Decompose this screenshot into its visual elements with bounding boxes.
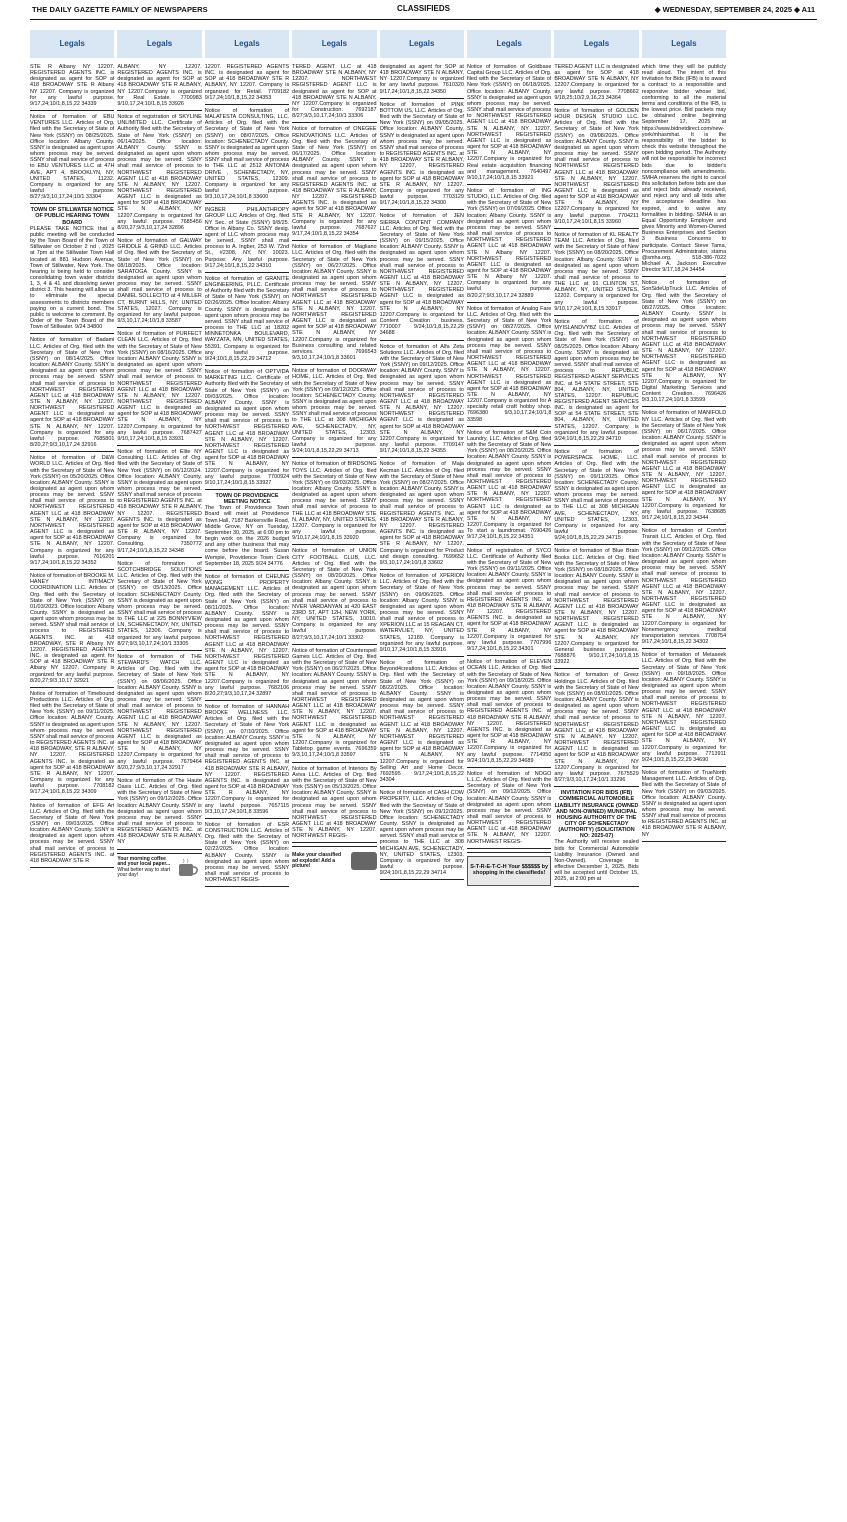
- legal-notice: which time they will be publicly read aloud. The intent of this Invitation for Bids (IFB) is to award a contract to a responsible and responsive bidder whose bid, conforming to all the material terms and conditions of the IFB, is the lowest price. Bid packets may be obtained online beginning September 17, 2025 at https://www.bidnetdirect.com/new-york/mhasmhat. It is the responsibility of the bidder to check this website throughout the open bidding period. The Authority will not be responsible for incorrect bids due to bidder's noncompliance with amendments. SMHA reserves the right to cancel this solicitation before bids are due and reject bids already received, and reject any and all bids after the acceptance deadline has expired, and to waive any formalities in bidding. SMHA is an Equal Opportunity Employer and gives Minority and Women-Owned Business Enterprises and Section 3 Business Concerns to participate. Contact: Steve Tama, Procurement Administrator, stama @smha.org, 518-386-7022 Michael A. Jackson Executive Director 9/17,18,24 34454: [642, 64, 726, 277]
- legals-column: [642, 30, 726, 1520]
- legal-notice: Notice of formation of KL REALTY TEAM LLC. Articles of Org. filed with the Secretary of State of New York (SSNY) on 08/20/2025. Office location: Albany County. SSNY is designated as agent upon whom process may be served. SSNY shall mail service of process to THE LLC at 91 CLINTON ST, ALBANY, NY, UNITED STATES, 12202. Company is organized for any lawful purpose. 9/10,17,24;10/1,8,15 33917: [554, 232, 638, 316]
- legal-notice: Notice of formation of PINK BOTTOM US, LLC. Articles of Org. filed with the Secretary of State of New York (SSNY) on 09/05/2025. Office location: ALBANY County, SSNY is designated as agent upon whom process may be served. SSNY shall mail service of process to REGISTERED AGENTS INC. at 418 BROADWAY STE R ALBANY, NY 12207, REGISTERED AGENTS INC. is designated as agent for SOP at 418 BROADWAY STE R ALBANY, NY 12207. Company is organized for any lawful purpose. 7703129 9/17,24;10/1,8,15,22 34300: [380, 102, 464, 211]
- legal-notice: Notice of formation of SCOTCHBRIDGE SOLUTIONS LLC. Articles of Org. filed with the Secretary of State of New York (SSNY) on 05/13/2025. Office location: SCHENECTADY County. SSNY is designated as agent upon whom process may be served. SSNY shall mail service of process to THE LLC at 225 BONNYVIEW LN, SCHENECTADY, NY, UNITED STATES, 12306. Company is organized for any lawful purpose. 8/27;9/3,10,17,24;10/1 33305: [117, 561, 201, 651]
- legal-notice: Notice of formation of Elite NY Consulting LLC. Articles of Org. filed with the Secretary of State of New York (SSNY) on 06/12/2024. Office location: ALBANY County. SSNY is designated as agent upon whom process may be served. SSNY shall mail service of process to REGISTERED AGENTS INC. at 418 BROADWAY STE R ALBANY, NY 12207. REGISTERED AGENTS INC. is designated as agent for SOP at 418 BROADWAY STE R ALBANY, NY 12207. Company is organized for Consulting. 7350772 9/17,24;10/1,8,15,22 34348: [117, 449, 201, 558]
- legal-notice: [205, 493, 289, 571]
- coffee-cup-icon: [176, 857, 202, 879]
- camera-icon: [351, 852, 377, 870]
- legals-column: [292, 30, 376, 1520]
- legal-notice: Notice of formation of DOORWAY HOME, LLC. Articles of Org. filed with the Secretary of State of New York (SSNY) on 09/12/2025. Office location: SCHENECTADY County. SSNY is designated as agent upon whom process may be served. SSNY shall mail service of process to THE LLC at 308 MICHIGAN AVE, SCHENECTADY, NY, UNITED STATES, 12303. Company is organized for any lawful purpose. 9/24;10/1,8,15,22,29 34713: [292, 368, 376, 458]
- date-page: ◆ WEDNESDAY, SEPTEMBER 24, 2025 ◆ A11: [654, 5, 815, 14]
- legals-column: [467, 30, 551, 1520]
- masthead-rule: [30, 19, 817, 20]
- legal-notice: Notice of formation of MALATESTA CONSULTING, LLC. Articles of Org. filed with the Secretary of State of New York (SSNY) on 08/07/2025. Office location: SCHENECTADY County. SSNY is designated as agent upon whom process may be served. SSNY shall mail service of process to THE LLC at 2512 ANTONIA DRIVE , SCHENECTADY, NY, UNITED STATES, 12309. Company is organized for any lawful purpose. 9/3,10,17,24;10/1,8 33600: [205, 108, 289, 204]
- house-ad: [117, 853, 201, 879]
- notice-body: The Town of Providence Town Board will meet at Providence Town Hall, 7187 Barkersville Road, Middle Grove, NY on Tuesday, September 30, 2025, at 6:00 pm to begin work on the 2026 budget and any other business that may come before the board. Susan Wemple, Providence Town Clerk September 18, 2025 9/24 34776: [204, 505, 290, 567]
- legal-notice: Notice of formation of Interiors By Aviva LLC. Articles of Org. filed with the Secretary of State of New York (SSNY) on 05/13/2025. Office location: ALBANY County. SSNY is designated as agent upon whom process may be served. SSNY shall mail service of process to NORTHWEST REGISTERED AGENT LLC at 418 BROADWAY STE N ALBANY, NY 12207. NORTHWEST REGIS-: [292, 766, 376, 844]
- legal-notice: Notice of formation of Analog Fare LLC. Articles of Org. filed with the Secretary of State of New York (SSNY) on 08/27/2025. Office location: ALBANY County. SSNY is designated as agent upon whom process may be served. SSNY shall mail service of process to NORTHWEST REGISTERED AGENT LLC at 418 BROADWAY STE N ALBANY, NY 12207. NORTHWEST REGISTERED AGENT LLC is designated as agent for SOP at 418 BROADWAY STE N ALBANY, NY 12207.Company is organized for A specialty retail craft hobby shop. 7696380 9/3,10,17,24;10/1,8 33598: [467, 306, 551, 427]
- ad-headline: S-T-R-E-T-C-H Your $$$$$$ by shopping in the classifieds!: [467, 856, 551, 886]
- legal-notice: Notice of formation of Comfort Transit LLC. Articles of Org. filed with the Secretary of State of New York (SSNY) on 09/12/2025. Office location: ALBANY County. SSNY is designated as agent upon whom process may be served. SSNY shall mail service of process to NORTHWEST REGISTERED AGENT LLC at 418 BROADWAY STE N ALBANY, NY 12207. NORTHWEST REGISTERED AGENT LLC is designated as agent for SOP at 418 BROADWAY STE N ALBANY, NY 12207.Company is organized for Nonemergency medical transportation services. 7708754 9/17,24;10/1,8,15,22 34302: [642, 528, 726, 649]
- masthead: [0, 0, 847, 22]
- legal-notice: Notice of formation of ING STUDIO, LLC. Articles of Org. filed with the Secretary of State of New York (SSNY) on 07/09/2025. Office location: Albany County. SSNY is designated as agent upon whom process may be served. SSNY shall mail service of process to NORTHWEST REGISTERED AGENT LLC at 418 BROADWAY STE N Albany NY 12207. NORTHWEST REGISTERED AGENT LLC is designated as agent for SOP at 418 BROADWAY STE N Albany NY 12207. Company is organized for any lawful purpose. 8/20,27;9/3,10,17,24 32889: [467, 188, 551, 303]
- legal-notice: Notice of formation of CHEUNG WONG PROPERTY MANAGEMENT LLC. Articles of Org. filed with the Secretary of State of New York (SSNY) on 08/11/2025. Office location: ALBANY County. SSNY is designated as agent upon whom process may be served. SSNY shall mail service of process to NORTHWEST REGISTERED AGENT LLC at 418 BROADWAY STE N ALBANY, NY 12207. NORTHWEST REGISTERED AGENT LLC is designated as agent for SOP at 418 BROADWAY STE N ALBANY, NY 12207.Company is organized for any lawful purpose. 7682106 8/20,27;9/3,10,17,24 32897: [205, 574, 289, 701]
- column-heading: Legals: [30, 30, 114, 58]
- legal-notice: Notice of formation of PURFECT CLEAN LLC. Articles of Org. filed with the Secretary of State of New York (SSNY) on 08/16/2025. Office location: ALBANY County. SSNY is designated as agent upon whom process may be served. SSNY shall mail service of process to NORTHWEST REGISTERED AGENT LLC at 418 BROADWAY STE N ALBANY, NY 12207. NORTHWEST REGISTERED AGENT LLC is designated as agent for SOP at 418 BROADWAY STE N ALBANY, NY 12207.Company is organized for any lawful purpose. 7687427 9/10,17,24;10/1,8,15 33931: [117, 331, 201, 446]
- legal-notice: Notice of formation of Counterspell Games LLC. Articles of Org. filed with the Secretary of State of New York (SSNY) on 06/27/2025. Office location: ALBANY County. SSNY is designated as agent upon whom process may be served. SSNY shall mail service of process to NORTHWEST REGISTERED AGENT LLC at 418 BROADWAY STE N ALBANY, NY 12207. NORTHWEST REGISTERED AGENT LLC is designated as agent for SOP at 418 BROADWAY STE N ALBANY, NY 12207.Company is organized for Tabletop game events. 7696359 9/3,10,17,24;10/1,8 33597: [292, 648, 376, 763]
- legal-notice: Notice of formation of MYISLANDVYBZ LLC. Articles of Org. filed with the Secretary of State of New York (SSNY) on 08/25/2025. Office location: Albany County. SSNY is designated as agent upon whom process may be served. SSNY shall mail service of process to REPUBLIC REGISTERED AGENT SERVICES INC. at 54 STATE STREET, STE 804, ALBANY, NY, UNITED STATES, 12207. REPUBLIC REGISTERED AGENT SERVICES INC. is designated as agent for SOP at 54 STATE STREET, STE 804, ALBANY, NY, UNITED STATES, 12207. Company is organized for any lawful purpose. 9/24;10/1,8,15,22,29 34710: [554, 319, 638, 446]
- legal-notice: Notice of formation of POWERSPACE HOME, LLC. Articles of Org. filed with the Secretary of State of New York (SSNY) on 09/11/2025. Office location: SCHENECTADY County. SSNY is designated as agent upon whom process may be served. SSNY shall mail service of process to THE LLC at 308 MICHIGAN AVE, SCHENECTADY, NY, UNITED STATES, 12303. Company is organized for any lawful purpose. 9/24;10/1,8,15,22,29 34715: [554, 449, 638, 545]
- legal-notice: TERED AGENT LLC is designated as agent for SOP at 418 BROADWAY STE N ALBANY, NY 12207.Company is organized for any lawful purpose. 7708662 9/18,25;10/2,9,16,23 34364: [554, 64, 638, 105]
- legal-notice: Notice of formation of GALWAY GRIDDLE & GRIND LLC. Articles of Org. filed with the Secretary of State of New York (SSNY) on 08/18/2025. Office location: SARATOGA County. SSNY is designated as agent upon whom process may be served. SSNY shall mail service of process to DANIEL SOLLECITO at 4 MILLER CT, BURNT HILLS, NY, UNITED STATES, 12027. Company is organized for any lawful purpose. 9/3,10,17,24;10/1,8 33587: [117, 238, 201, 328]
- legal-notice: Notice of formation of Timebound Productions LLC. Articles of Org. filed with the Secretary of State of New York (SSNY) on 09/11/2025. Office location: ALBANY County. SSNY is designated as agent upon whom process may be served. SSNY shall mail service of process to REGISTERED AGENTS INC. at 418 BROADWAY, STE R ALBANY, NY 12207. REGISTERED AGENTS INC. is designated as agent for SOP at 418 BROADWAY STE R ALBANY, NY 12207. Company is organized for any lawful purpose. 7708182 9/17,24;10/1,8,15,22 34309: [30, 691, 114, 800]
- legal-notice: STE R Albany NY 12207. REGISTERED AGENTS INC. is designated as agent for SOP at 418 BROADWAY STE R Albany NY 12207. Company is organized for any lawful purpose. 9/17,24;10/1,8,15,22 34339: [30, 64, 114, 111]
- legals-column: [554, 30, 638, 1520]
- column-heading: Legals: [554, 30, 638, 58]
- notice-body: PLEASE TAKE NOTICE that a public meeting will be conducted by the Town Board of the Town of Stillwater on October 2 nd , 2025 at 7pm at the Stillwater Town Hall located at 881 Hudson Avenue, Town of Stillwater, New York. The hearing is being held to consider consolidating town water districts 1, 3, 4 & 41 and dissolving sewer district 3. This hearing will allow us to eliminate the special assessments to districts members paying on a current bond. The public is welcome to comment. By Order of the Town Board of the Town of Stillwater. 9/24 34800: [30, 225, 115, 331]
- legal-notice: Notice of formation of SonSideUpTruck LLC. Articles of Org. filed with the Secretary of State of New York (SSNY) on 08/27/2025. Office location: ALBANY County. SSNY is designated as agent upon whom process may be served. SSNY shall mail service of process to NORTHWEST REGISTERED AGENT LLC at 418 BROADWAY STE N ALBANY, NY 12207. NORTHWEST REGISTERED AGENT LLC is designated as agent for SOP at 418 BROADWAY STE N ALBANY, NY 12207.Company is organized for Digital Marketing Services and Content Creation. 7696426 9/3,10,17,24;10/1,8 33599: [642, 280, 726, 407]
- legal-notice: Notice of formation of OPTVIDA MARKETING LLC. Certificate of Authority filed with the Secretary of State of New York (SSNY) on 09/03/2025. Office location: ALBANY County. SSNY is designated as agent upon whom process may be served. SSNY shall mail service of process to NORTHWEST REGISTERED AGENT LLC at 418 BROADWAY STE N ALBANY, NY 12207. NORTHWEST REGISTERED AGENT LLC is designated as agent for SOP at 418 BROADWAY STE N ALBANY, NY 12207.Company is organized for any lawful purpose. 7700924 9/10,17,24;10/1,8,15 33927: [205, 369, 289, 490]
- legal-notice: Notice of formation of XPERION LLC. Articles of Org. filed with the Secretary of State of New York (SSNY) on 09/06/2025. Office location: Albany County. SSNY is designated as agent upon whom process may be served. SSNY shall mail service of process to XPERION LLC at 15 REAGAN CT, WATERVLIET, NY, UNITED STATES, 12189. Company is organized for any lawful purpose. 9/10,17,24;10/1,8,15 33916: [380, 573, 464, 657]
- legal-notice: Notice of formation of ESR CONSTRUCTION LLC. Articles of Org. filed with the Secretary of State of New York (SSNY) on 02/22/2025. Office location: ALBANY County. SSNY is designated as agent upon whom process may be served. SSNY shall mail service of process to NORTHWEST REGIS-: [205, 822, 289, 888]
- legals-columns: [30, 30, 819, 1520]
- legal-notice: 12207. REGISTERED AGENTS INC. is designated as agent for SOP at 418 BROADWAY STE R ALBANY, NY 12207. Company is organized for Retail. 7709182 9/17,24;10/1,8,15,22 34353: [205, 64, 289, 105]
- legal-notice: Notice of formation of HANNAH BROOKE WELLNESS LLC. Articles of Org. filed with the Secretary of State of New York (SSNY) on 07/10/2025. Office location: ALBANY County. SSNY is designated as agent upon whom process may be served. SSNY shall mail service of process to REGISTERED AGENTS INC. at 418 BROADWAY STE R ALBANY, NY 12207. REGISTERED AGENTS INC. is designated as agent for SOP at 418 BROADWAY STE R ALBANY, NY 12207.Company is organized for any lawful purpose. 7657115 9/3,10,17,24;10/1,8 33596: [205, 704, 289, 819]
- legal-notice: Notice of formation of The Haute Oasis LLC. Articles of Org. filed with the Secretary of State of New York (SSNY) on 09/12/2025. Office location: ALBANY County. SSNY is designated as agent upon whom process may be served. SSNY shall mail service of process to REGISTERED AGENTS INC. at 418 BROADWAY STE R ALBANY, NY: [117, 778, 201, 850]
- legal-notice: Notice of registration of SKYLINE UNLIMITED LLC. Certificate of Authority filed with the Secretary of State of New York (SSNY) on 06/14/2025. Office location: ALBANY County. SSNY is designated as agent upon whom process may be served. SSNY shall mail service of process to NORTHWEST REGISTERED AGENT LLC at 418 BROADWAY STE N ALBANY, NY 12207. NORTHWEST REGISTERED AGENT LLC is designated as agent for SOP at 418 BROADWAY STE N ALBANY, NY 12207.Company is organized for any lawful purpose. 7685456 8/20,27;9/3,10,17,24 32896: [117, 114, 201, 235]
- legal-notice: Notice of formation of D&W WORLD LLC. Articles of Org. filed with the Secretary of State of New York (SSNY) on 05/20/2025. Office location: ALBANY County. SSNY is designated as agent upon whom process may be served. SSNY shall mail service of process to NORTHWEST REGISTERED AGENT LLC at 418 BROADWAY STE N ALBANY, NY 12207. NORTHWEST REGISTERED AGENT LLC is designated as agent for SOP at 418 BROADWAY STE N ALBANY, NY 12207. Company is organized for any lawful purpose. 7616201 9/17,24;10/1,8,15,22 34352: [30, 455, 114, 570]
- legal-notice: Notice of formation of Greez Holdings LLC. Articles of Org. filed with the Secretary of State of New York (SSNY) on 08/01/2025. Office location: ALBANY County. SSNY is designated as agent upon whom process may be served. SSNY shall mail service of process to NORTHWEST REGISTERED AGENT LLC at 418 BROADWAY STE N ALBANY, NY 12207. NORTHWEST REGISTERED AGENT LLC is designated as agent for SOP at 418 BROADWAY STE N ALBANY, NY 12207.Company is organized for any lawful purpose. 7675529 8/27;9/3,10,17,24;10/1 33296: [554, 672, 638, 787]
- legal-notice: Notice of formation of S&M Coin Laundry, LLC. Articles of Org. filed with the Secretary of State of New York (SSNY) on 08/20/2025. Office location: ALBANY County. SSNY is designated as agent upon whom process may be served. SSNY shall mail service of process to NORTHWEST REGISTERED AGENT LLC at 418 BROADWAY STE N ALBANY, NY 12207. NORTHWEST REGISTERED AGENT LLC is designated as agent for SOP at 418 BROADWAY STE N ALBANY, NY 12207.Company is organized for To start a laundromat. 7690426 9/17,24;10/1,8,15,22 34351: [467, 430, 551, 545]
- legal-notice: Notice of formation of GRANITE ENGINEERING, PLLC. Certificate of Authority filed with the Secretary of State of New York (SSNY) on 02/26/2025. Office location: Albany County. SSNY is designated as agent upon whom process may be served. SSNY shall mail service of process to THE LLC at 18202 MINNETONKA BOULEVARD, WAYZATA, MN, UNITED STATES, 55391. Company is organized for any lawful purpose. 9/24;10/1,8,15,22,29 34712: [205, 276, 289, 366]
- legal-notice: Notice of formation of CASH COW PROPERTY, LLC. Articles of Org. filed with the Secretary of State of New York (SSNY) on 09/12/2025. Office location: SCHENECTADY County. SSNY is designated as agent upon whom process may be served. SSNY shall mail service of process to THE LLC at 308 MICHIGAN AVE, SCHENECTADY, NY, UNITED STATES, 12303. Company is organized for any lawful purpose. 9/24;10/1,8,15,22,29 34714: [380, 790, 464, 880]
- legal-notice: ALBANY, NY 12207. REGISTERED AGENTS INC. is designated as agent for SOP at 418 BROADWAY STE R ALBANY, NY 12207.Company is organized for Real Estate. 7700983 9/10,17,24;10/1,8,15 33926: [117, 64, 201, 111]
- legal-notice: Notice of registration of SYCO LLC. Certificate of Authority filed with the Secretary of State of New York (SSNY) on 09/11/2025. Office location: ALBANY County. SSNY is designated as agent upon whom process may be served. SSNY shall mail service of process to REGISTERED AGENTS INC. at 418 BROADWAY STE R ALBANY, NY 12207. REGISTERED AGENTS INC. is designated as agent for SOP at 418 BROADWAY STE R ALBANY, NY 12207.Company is organized for any lawful purpose. 7707996 9/17,24;10/1,8,15,22 34301: [467, 548, 551, 657]
- legal-notice: TERED AGENT LLC at 418 BROADWAY STE N ALBANY, NY 12207. NORTHWEST REGISTERED AGENT LLC is designated as agent for SOP at 418 BROADWAY STE N ALBANY, NY 12207.Company is organized for Construction. 7692187 8/27;9/3,10,17,24;10/1 33306: [292, 64, 376, 123]
- legal-notice: Notice of formation of Magliano LLC. Articles of Org. filed with the Secretary of State of New York (SSNY) on 06/27/2025. Office location: ALBANY County. SSNY is designated as agent upon whom process may be served. SSNY shall mail service of process to NORTHWEST REGISTERED AGENT LLC at 418 BROADWAY STE N ALBANY, NY 12207. NORTHWEST REGISTERED AGENT LLC is designated as agent for SOP at 418 BROADWAY STE N ALBANY, NY 12207.Company is organized for Business consulting and related services. 7696543 9/3,10,17,24;10/1,8 33601: [292, 244, 376, 365]
- legal-notice: Notice of formation of ONEGEE RENOVATIONS LLC. Articles of Org. filed with the Secretary of State of New York (SSNY) on 06/17/2025. Office location: ALBANY County. SSNY is designated as agent upon whom process may be served. SSNY shall mail service of process to REGISTERED AGENTS INC. at 418 BROADWAY STE R ALBANY, NY 12207. REGISTERED AGENTS INC. is designated as agent for SOP at 418 BROADWAY STE R ALBANY, NY 12207. Company is organized for any lawful purpose. 7687627 9/17,24;10/1,8,15,22 34354: [292, 126, 376, 241]
- legal-notice: Notice of formation of UNION CITY FOOTBALL CLUB, LLC. Articles of Org. filed with the Secretary of State of New York (SSNY) on 08/20/2025. Office location: Albany County. SSNY is designated as agent upon whom process may be served. SSNY shall mail service of process to NVER VARDANYAN at 420 EAST 23RD ST, APT 12H, NEW YORK, NY, UNITED STATES, 10010. Company is organized for any lawful purpose. 8/27;9/3,10,17,24;10/1 33302: [292, 548, 376, 644]
- publication-name: THE DAILY GAZETTE FAMILY OF NEWSPAPERS: [32, 5, 208, 14]
- column-heading: Legals: [117, 30, 201, 58]
- legal-notice: Notice of formation of Alfa Zeta Solutions LLC. Articles of Org. filed with the Secretary of State of New York (SSNY) on 09/12/2025. Office location: ALBANY County. SSNY is designated as agent upon whom process may be served. SSNY shall mail service of process to NORTHWEST REGISTERED AGENT LLC at 418 BROADWAY STE N ALBANY, NY 12207. NORTHWEST REGISTERED AGENT LLC is designated as agent for SOP at 418 BROADWAY STE N ALBANY, NY 12207.Company is organized for any lawful purpose. 7709147 9/17,24;10/1,8,15,22 34355: [380, 344, 464, 459]
- legals-column: [380, 30, 464, 1520]
- legal-notice: [554, 790, 638, 886]
- legal-notice: Notice of formation of BIRDSONG TOYS LLC. Articles of Org. filed with the Secretary of State of New York (SSNY) on 09/03/2025. Office location: Albany County. SSNY is designated as agent upon whom process may be served. SSNY shall mail service of process to THE LLC at 418 BROADWAY STE N, ALBANY, NY, UNITED STATES, 12207. Company is organized for any lawful purpose. 9/10,17,24;10/1,8,15 33920: [292, 461, 376, 545]
- column-heading: Legals: [205, 30, 289, 58]
- legal-notice: Notice of formation of EFG Art LLC. Articles of Org. filed with the Secretary of State of New York (SSNY) on 09/03/2025. Office location: ALBANY County. SSNY is designated as agent upon whom process may be served. SSNY shall mail service of process to REGISTERED AGENTS INC. at 418 BROADWAY STE R: [30, 803, 114, 869]
- legals-column: [117, 30, 201, 1520]
- column-heading: Legals: [292, 30, 376, 58]
- legal-notice: Notice of formation of Blue Brain Books LLC. Articles of Org. filed with the Secretary of State of New York (SSNY) on 08/18/2025. Office location: ALBANY County. SSNY is designated as agent upon whom process may be served. SSNY shall mail service of process to NORTHWEST REGISTERED AGENT LLC at 418 BROADWAY STE N ALBANY, NY 12207. NORTHWEST REGISTERED AGENT LLC is designated as agent for SOP at 418 BROADWAY STE N ALBANY, NY 12207.Company is organized for General business purposes. 7688876 9/10,17,24;10/1,8,15 33922: [554, 548, 638, 669]
- ad-subline: What better way to start your day!: [117, 866, 171, 879]
- section-title: CLASSIFIEDS: [397, 4, 450, 13]
- legal-notice: Notice of formation of THE STEWARD'S WATCH LLC. Articles of Org. filed with the Secretary of State of New York (SSNY) on 08/06/2025. Office location: ALBANY County. SSNY is designated as agent upon whom process may be served. SSNY shall mail service of process to NORTHWEST REGISTERED AGENT LLC at 418 BROADWAY STE N ALBANY, NY 12207. NORTHWEST REGISTERED AGENT LLC is designated as agent for SOP at 418 BROADWAY STE N ALBANY, NY 12207.Company is organized for any lawful purpose. 7679464 8/20,27;9/3,10,17,24 32917: [117, 654, 201, 775]
- legals-column: [30, 30, 114, 1520]
- legal-notice: Notice of formation of NOGO L.L.C. Articles of Org. filed with the Secretary of State of New York (SSNY) on 09/12/2025. Office location: ALBANY County. SSNY is designated as agent upon whom process may be served. SSNY shall mail service of process to NORTHWEST REGISTERED AGENT LLC at 418 BROADWAY STE N ALBANY, NY 12207. NORTHWEST REGIS-: [467, 771, 551, 849]
- legal-notice: Notice of formation of Badami LLC. Articles of Org. filed with the Secretary of State of New York (SSNY) on 08/14/2025. Office location: ALBANY County. SSNY is designated as agent upon whom process may be served. SSNY shall mail service of process to NORTHWEST REGISTERED AGENT LLC at 418 BROADWAY STE N ALBANY, NY 12207. NORTHWEST REGISTERED AGENT LLC is designated as agent for SOP at 418 BROADWAY STE N ALBANY, NY 12207. Company is organized for any lawful purpose. 7685801 8/20,27;9/3,10,17,24 32916: [30, 337, 114, 452]
- legal-notice: Notice of formation of GOLDEN HOUR DESIGN STUDIO LLC. Articles of Org. filed with the Secretary of State of New York (SSNY) on 09/08/2025. Office location: ALBANY County. SSNY is designated as agent upon whom process may be served. SSNY shall mail service of process to NORTHWEST REGISTERED AGENT LLC at 418 BROADWAY STE N ALBANY, NY 12207. NORTHWEST REGISTERED AGENT LLC is designated as agent for SOP at 418 BROADWAY STE N ALBANY, NY 12207.Company is organized for any lawful purpose. 7704211 9/10,17,24;10/1,8,15 33960: [554, 108, 638, 229]
- house-ad: [292, 846, 376, 870]
- legal-notice: Notice of formation of JEN SIERRA CONTENT COMPANY LLC. Articles of Org. filed with the Secretary of State of New York (SSNY) on 09/15/2025. Office location: ALBANY County. SSNY is designated as agent upon whom process may be served. SSNY shall mail service of process to NORTHWEST REGISTERED AGENT LLC at 418 BROADWAY STE N ALBANY, NY 12207. NORTHWEST REGISTERED AGENT LLC is designated as agent for SOP at 418 BROADWAY STE N ALBANY, NY 12207.Company is organized for Content Creation business. 7710007 9/24;10/1,8,15,22,29 34688: [380, 213, 464, 340]
- legal-notice: Notice of formation of Goldbase Capital Group LLC. Articles of Org. filed with the Secretary of State of New York (SSNY) on 06/18/2025. Office location: ALBANY County. SSNY is designated as agent upon whom process may be served. SSNY shall mail service of process to NORTHWEST REGISTERED AGENT LLC at 418 BROADWAY STE N ALBANY, NY 12207. NORTHWEST REGISTERED AGENT LLC is designated as agent for SOP at 418 BROADWAY STE N ALBANY, NY 12207.Company is organized for Real estate acquisition financing and management. 7640497 9/10,17,24;10/1,8,15 33921: [467, 64, 551, 185]
- legal-notice: INGBER PHILANTHROPY GROUP LLC Articles of Org. filed NY Sec. of State (SSNY) 9/8/25. Office in Albany Co. SSNY desig. agent of LLC whom process may be served. SSNY shall mail process to A. Ingber, 253 W. 72nd St., #2308, NY, NY 10023. Purpose: Any lawful purpose. 9/17,24;10/1,8,15,22 34310: [205, 207, 289, 273]
- legal-notice: Notice of formation of MANIFOLD NY LLC. Articles of Org. filed with the Secretary of State of New York (SSNY) on 06/17/2025. Office location: ALBANY County. SSNY is designated as agent upon whom process may be served. SSNY shall mail service of process to NORTHWEST REGISTERED AGENT LLC at 418 BROADWAY STE N ALBANY, NY 12207. NORTHWEST REGISTERED AGENT LLC is designated as agent for SOP at 418 BROADWAY STE N ALBANY, NY 12207.Company is organized for any lawful purpose. 7638685 9/17,24;10/1,8,15,22 34344: [642, 410, 726, 525]
- legal-notice: [30, 207, 114, 334]
- notice-body: The Authority will receive sealed bids for Commercial Automobile Liability Insurance (Owned and Non-Owned). Coverage is effective December 1, 2025. Bids will be accepted until October 15, 2025, at 2:00 pm at: [554, 839, 639, 883]
- legal-notice: Notice of formation of BROOKE M. HANEY INTIMACY COORDINATION LLC. Articles of Org. filed with the Secretary of State of New York (SSNY) on 01/03/2023. Office location: Albany County. SSNY is designated as agent upon whom process may be served. SSNY shall mail service of process to REGISTERED AGENTS INC. at 418 BROADWAY, STE R Albany NY 12207. REGISTERED AGENTS INC. is designated as agent for SOP at 418 BROADWAY STE R Albany NY 12207. Company is organized for any lawful purpose. 8/20,27;9/3,10,17 32921: [30, 573, 114, 688]
- legals-column: [205, 30, 289, 1520]
- legal-notice: designated as agent for SOP at 418 BROADWAY STE N ALBANY, NY 12207.Company is organized for any lawful purpose. 7610320 9/17,24;10/1,8,15,22 34350: [380, 64, 464, 99]
- notice-title: TOWN OF PROVIDENCE MEETING NOTICE: [215, 493, 279, 506]
- column-heading: Legals: [380, 30, 464, 58]
- column-heading: Legals: [467, 30, 551, 58]
- legal-notice: Notice of formation of EBU VENTURES LLC. Articles of Org. filed with the Secretary of State of New York (SSNY) on 08/25/2025. Office location: Albany County. SSNY is designated as agent upon whom process may be served. SSNY shall mail service of process to EBU VENTURES LLC at 47H AVE, APT 4, BROOKLYN, NY, UNITED STATES, 11232. Company is organized for any lawful purpose. 8/27;9/3,10,17,24;10/1 33304: [30, 114, 114, 204]
- legal-notice: Notice of formation of TrueNorth Management LLC. Articles of Org. filed with the Secretary of State of New York (SSNY) on 09/03/2025. Office location: ALBANY County. SSNY is designated as agent upon whom process may be served. SSNY shall mail service of process to REGISTERED AGENTS INC. at 418 BROADWAY STE R ALBANY, NY: [642, 770, 726, 842]
- legal-notice: Notice of formation of Metaseek LLC. Articles of Org. filed with the Secretary of State of New York (SSNY) on 09/18/2025. Office location: ALBANY County. SSNY is designated as agent upon whom process may be served. SSNY shall mail service of process to NORTHWEST REGISTERED AGENT LLC at 418 BROADWAY STE N ALBANY, NY 12207. NORTHWEST REGISTERED AGENT LLC is designated as agent for SOP at 418 BROADWAY STE N ALBANY, NY 12207.Company is organized for any lawful purpose. 7713911 9/24;10/1,8,15,22,29 34690: [642, 652, 726, 767]
- ad-headline: Make your classified ad explode! Add a picture!: [292, 852, 342, 870]
- ad-headline: Your morning coffee and your local paper...: [117, 855, 171, 868]
- notice-title: TOWN OF STILLWATER NOTICE OF PUBLIC HEARING TOWN BOARD: [30, 207, 114, 226]
- legal-notice: Notice of formation of Beyond4creations LLC. Articles of Org. filed with the Secretary of State of New York (SSNY) on 08/22/2025. Office location: ALBANY County. SSNY is designated as agent upon whom process may be served. SSNY shall mail service of process to NORTHWEST REGISTERED AGENT LLC at 418 BROADWAY STE N ALBANY, NY 12207. NORTHWEST REGISTERED AGENT LLC is designated as agent for SOP at 418 BROADWAY STE N ALBANY, NY 12207.Company is organized for Selling Art and Home Decor. 7692595 9/17,24;10/1,8,15,22 34304: [380, 660, 464, 787]
- notice-title: INVITATION FOR BIDS (IFB) COMMERCIAL AUTOMOBILE LIABILITY INSURANCE (OWNED AND NON-OWNED) MUNICIPAL HOUSING AUTHORITY OF THE CITY OF SCHENECTADY (AUTHORITY) (SOLICITATION NO: 2025-07): [554, 790, 639, 840]
- column-heading: Legals: [642, 30, 726, 58]
- legal-notice: Notice of formation of ELEVEN OCEAN LLC. Articles of Org. filed with the Secretary of State of New York (SSNY) on 09/18/2025. Office location: ALBANY County. SSNY is designated as agent upon whom process may be served. SSNY shall mail service of process to REGISTERED AGENTS INC. at 418 BROADWAY STE R ALBANY, NY 12207. REGISTERED AGENTS INC. is designated as agent for SOP at 418 BROADWAY STE R ALBANY, NY 12207.Company is organized for any lawful purpose. 7714950 9/24;10/1,8,15,22,29 34689: [467, 659, 551, 768]
- house-ad: [467, 852, 551, 886]
- legal-notice: Notice of formation of Maja Kecman LLC. Articles of Org. filed with the Secretary of State of New York (SSNY) on 08/27/2025. Office location: ALBANY County. SSNY is designated as agent upon whom process may be served. SSNY shall mail service of process to REGISTERED AGENTS INC. at 418 BROADWAY STE R ALBANY, NY 12207. REGISTERED AGENTS INC. is designated as agent for SOP at 418 BROADWAY STE R ALBANY, NY 12207. Company is organized for Product and design consulting. 7699652 9/3,10,17,24;10/1,8 33602: [380, 461, 464, 570]
